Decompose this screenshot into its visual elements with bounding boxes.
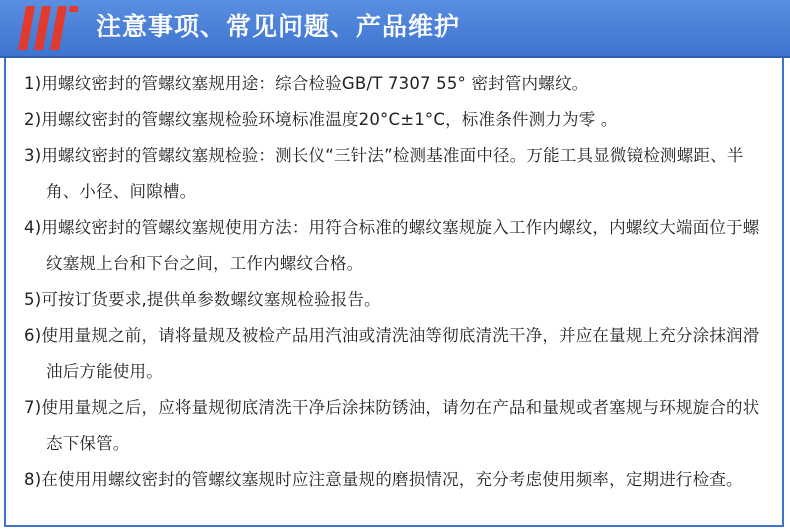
brand-logo-icon — [18, 6, 78, 50]
note-item-3: 3)用螺纹密封的管螺纹塞规检验：测长仪“三针法”检测基准面中径。万能工具显微镜检测螺距、半角、小径、间隙槽。 — [24, 146, 744, 201]
note-item-2: 2)用螺纹密封的管螺纹塞规检验环境标准温度20°C±1°C，标准条件测力为零 。 — [24, 110, 618, 129]
note-item-7: 7)使用量规之后，应将量规彻底清洗干净后涂抹防锈油，请勿在产品和量规或者塞规与环规旋合的状态下保管。 — [24, 398, 760, 453]
note-item-4: 4)用螺纹密封的管螺纹塞规使用方法：用符合标准的螺纹塞规旋入工作内螺纹，内螺纹大端面位于螺纹塞规上台和下台之间，工作内螺纹合格。 — [24, 218, 760, 273]
note-item-5: 5)可按订货要求,提供单参数螺纹塞规检验报告。 — [24, 290, 381, 309]
note-item-1: 1)用螺纹密封的管螺纹塞规用途：综合检验GB/T 7307 55° 密封管内螺纹。 — [24, 74, 589, 93]
section-header — [0, 0, 790, 58]
section-title: 注意事项、常见问题、产品维护 — [96, 12, 461, 41]
note-item-8: 8)在使用用螺纹密封的管螺纹塞规时应注意量规的磨损情况，充分考虑使用频率，定期进行检查。 — [24, 470, 743, 489]
note-item-6: 6)使用量规之前，请将量规及被检产品用汽油或清洗油等彻底清洗干净，并应在量规上充分涂抹润滑油后方能使用。 — [24, 326, 760, 381]
notes-panel — [4, 58, 784, 527]
